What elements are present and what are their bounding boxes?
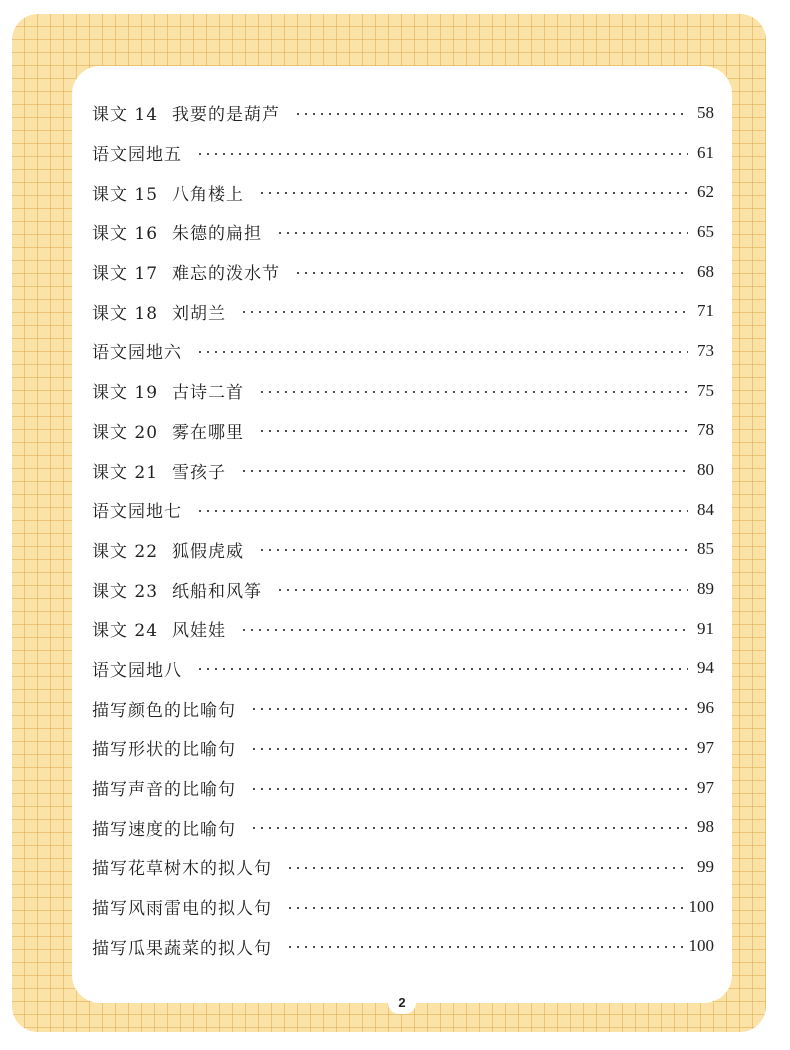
toc-entry-lesson-number: 课文 24 [92, 621, 159, 642]
toc-dot-leader [258, 430, 688, 432]
toc-entry-page-number: 100 [688, 896, 714, 916]
toc-entry[interactable] [92, 450, 714, 490]
toc-entry-page-number: 80 [697, 460, 714, 480]
toc-entry-lesson-number: 课文 15 [92, 184, 159, 205]
toc-entry-title: 狐假虎威 [172, 541, 245, 562]
page-number: 2 [388, 992, 416, 1014]
toc-entry[interactable] [92, 728, 714, 768]
toc-dot-leader [286, 867, 688, 869]
toc-dot-leader [258, 192, 688, 194]
toc-dot-leader [196, 351, 688, 353]
toc-dot-leader [258, 549, 688, 551]
toc-dot-leader [240, 470, 688, 472]
toc-entry-title: 朱德的扁担 [172, 224, 263, 245]
toc-dot-leader [196, 668, 688, 670]
toc-entry[interactable] [92, 331, 714, 371]
toc-entry-title: 难忘的泼水节 [172, 264, 281, 285]
toc-entry[interactable] [92, 609, 714, 649]
toc-entry-title: 风娃娃 [172, 621, 227, 642]
toc-entry-lesson-number: 课文 18 [92, 303, 159, 324]
toc-entry[interactable] [92, 768, 714, 808]
toc-entry[interactable] [92, 172, 714, 212]
toc-dot-leader [276, 232, 688, 234]
toc-entry-page-number: 84 [697, 499, 714, 519]
toc-entry-lesson-number: 课文 21 [92, 462, 159, 483]
toc-entry-title: 描写风雨雷电的拟人句 [92, 899, 272, 920]
toc-entry-lesson-number: 课文 17 [92, 264, 159, 285]
toc-list [92, 93, 714, 966]
toc-entry-page-number: 97 [697, 777, 714, 797]
toc-entry-page-number: 98 [697, 817, 714, 837]
toc-entry[interactable] [92, 807, 714, 847]
toc-entry-title: 我要的是葫芦 [172, 105, 281, 126]
toc-entry-page-number: 85 [697, 539, 714, 559]
toc-entry[interactable] [92, 649, 714, 689]
toc-entry-page-number: 89 [697, 579, 714, 599]
toc-entry-lesson-number: 课文 19 [92, 383, 159, 404]
toc-entry-page-number: 97 [697, 737, 714, 757]
toc-entry-lesson-number: 课文 14 [92, 105, 159, 126]
toc-dot-leader [240, 311, 688, 313]
toc-entry-title: 语文园地八 [92, 660, 182, 681]
toc-dot-leader [250, 827, 688, 829]
toc-entry-title: 古诗二首 [172, 383, 245, 404]
toc-dot-leader [250, 748, 688, 750]
toc-entry-title: 描写花草树木的拟人句 [92, 859, 272, 880]
toc-entry-title: 描写形状的比喻句 [92, 740, 236, 761]
toc-entry-page-number: 94 [697, 658, 714, 678]
toc-entry-lesson-number: 课文 16 [92, 224, 159, 245]
toc-entry-page-number: 58 [697, 102, 714, 122]
toc-entry-title: 雾在哪里 [172, 422, 245, 443]
toc-dot-leader [258, 391, 688, 393]
toc-entry[interactable] [92, 847, 714, 887]
toc-entry-title: 刘胡兰 [172, 303, 227, 324]
toc-dot-leader [294, 113, 688, 115]
toc-dot-leader [286, 946, 683, 948]
toc-dot-leader [250, 708, 688, 710]
toc-entry-title: 描写声音的比喻句 [92, 780, 236, 801]
toc-entry-title: 描写颜色的比喻句 [92, 700, 236, 721]
toc-dot-leader [250, 788, 688, 790]
toc-entry-page-number: 91 [697, 618, 714, 638]
toc-entry-page-number: 99 [697, 856, 714, 876]
toc-entry-lesson-number: 课文 22 [92, 541, 159, 562]
toc-entry[interactable] [92, 688, 714, 728]
toc-entry-title: 描写瓜果蔬菜的拟人句 [92, 938, 272, 959]
toc-entry-title: 雪孩子 [172, 462, 227, 483]
toc-entry[interactable] [92, 530, 714, 570]
toc-entry-page-number: 78 [697, 420, 714, 440]
toc-entry[interactable] [92, 133, 714, 173]
toc-entry-page-number: 65 [697, 221, 714, 241]
toc-dot-leader [196, 153, 688, 155]
toc-entry-page-number: 62 [697, 182, 714, 202]
toc-entry[interactable] [92, 887, 714, 927]
toc-entry-title: 语文园地六 [92, 343, 182, 364]
toc-entry[interactable] [92, 93, 714, 133]
toc-entry[interactable] [92, 490, 714, 530]
toc-dot-leader [196, 510, 688, 512]
toc-entry[interactable] [92, 411, 714, 451]
toc-dot-leader [294, 272, 688, 274]
toc-entry[interactable] [92, 291, 714, 331]
toc-entry-page-number: 71 [697, 301, 714, 321]
toc-entry[interactable] [92, 212, 714, 252]
toc-entry[interactable] [92, 569, 714, 609]
toc-dot-leader [240, 629, 688, 631]
toc-entry-page-number: 73 [697, 340, 714, 360]
toc-dot-leader [276, 589, 688, 591]
toc-dot-leader [286, 907, 683, 909]
toc-entry[interactable] [92, 371, 714, 411]
toc-entry-page-number: 75 [697, 380, 714, 400]
toc-entry-title: 八角楼上 [172, 184, 245, 205]
toc-entry-page-number: 61 [697, 142, 714, 162]
toc-entry-title: 语文园地五 [92, 145, 182, 166]
toc-entry-title: 纸船和风筝 [172, 581, 263, 602]
toc-entry[interactable] [92, 252, 714, 292]
toc-entry-title: 描写速度的比喻句 [92, 819, 236, 840]
toc-entry-title: 语文园地七 [92, 502, 182, 523]
toc-entry[interactable] [92, 926, 714, 966]
table-of-contents-panel [72, 66, 732, 1003]
toc-entry-lesson-number: 课文 23 [92, 581, 159, 602]
toc-entry-page-number: 96 [697, 698, 714, 718]
toc-entry-page-number: 68 [697, 261, 714, 281]
grid-paper-background [12, 14, 766, 1032]
toc-entry-lesson-number: 课文 20 [92, 422, 159, 443]
toc-entry-page-number: 100 [688, 936, 714, 956]
